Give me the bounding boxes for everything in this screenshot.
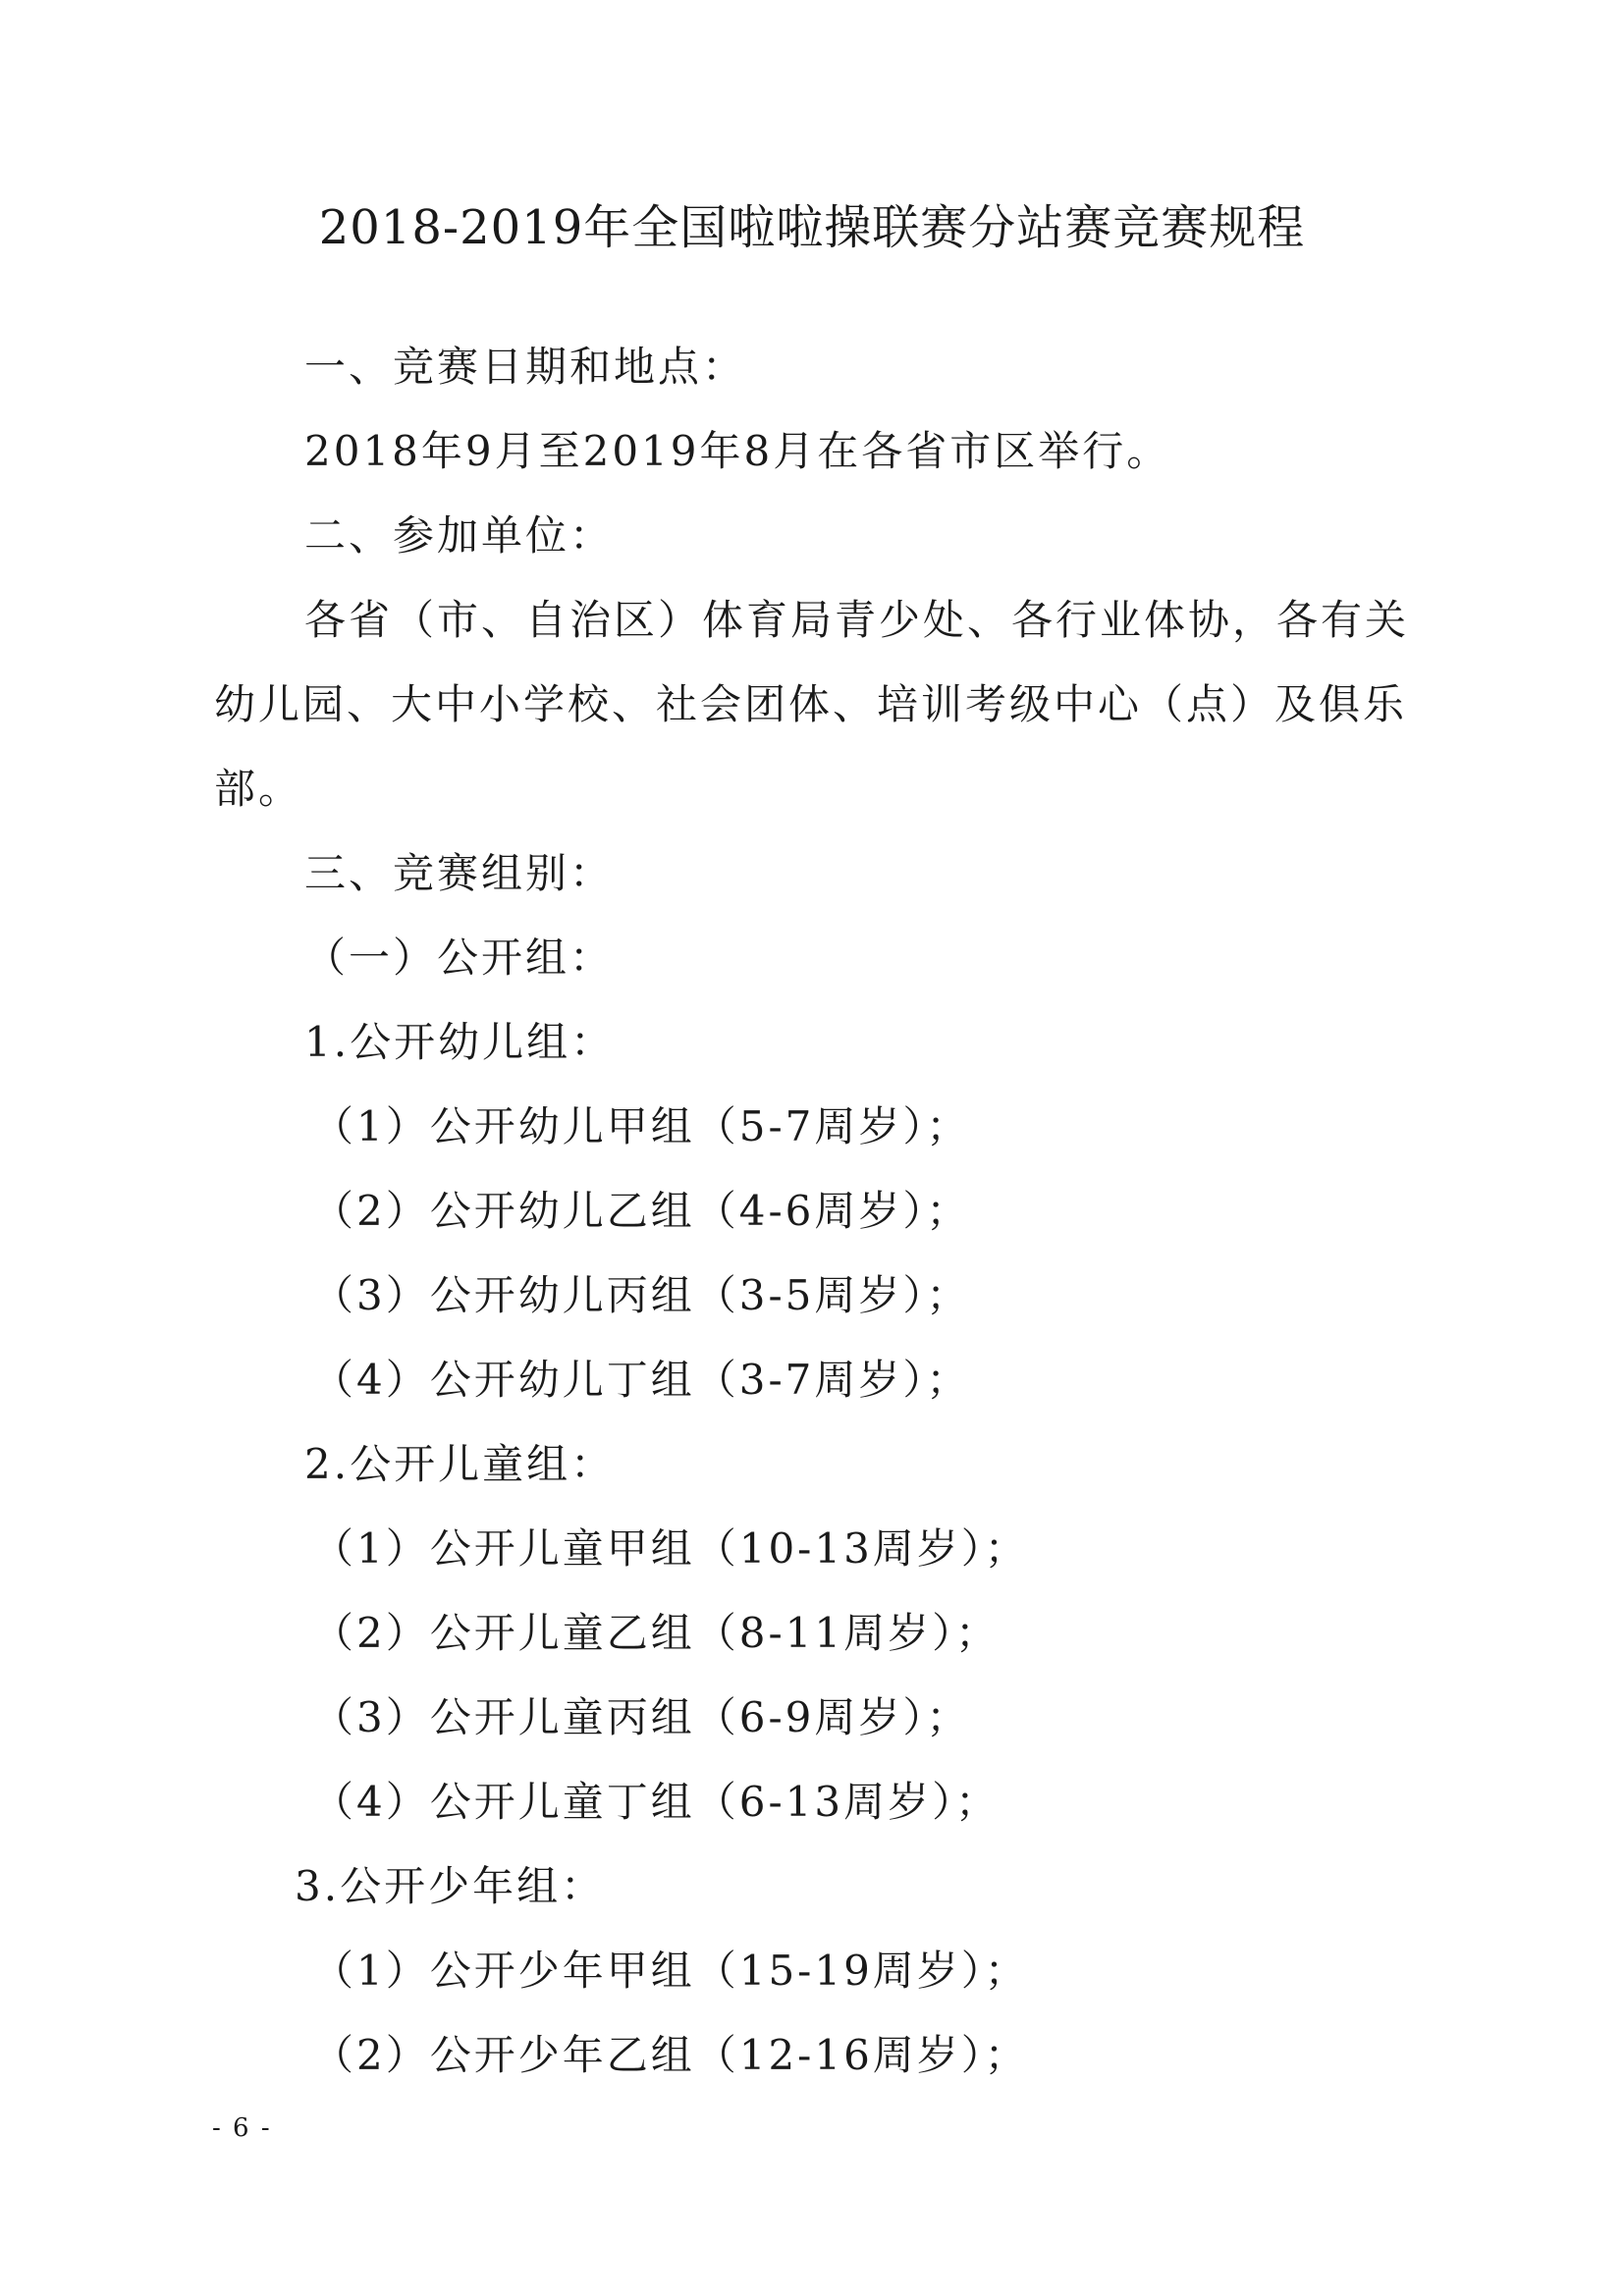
paragraph-participants-line-2: 幼儿园、大中小学校、社会团体、培训考级中心（点）及俱乐 <box>214 680 1408 728</box>
section-heading-participants: 二、参加单位： <box>304 511 615 560</box>
list-item: （1）公开少年甲组（15-19周岁）； <box>312 1947 1029 1995</box>
list-item: （3）公开儿童丙组（6-9周岁）； <box>312 1693 971 1741</box>
paragraph-date-venue: 2018年9月至2019年8月在各省市区举行。 <box>304 427 1171 475</box>
document-title: 2018-2019年全国啦啦操联赛分站赛竞赛规程 <box>318 200 1306 255</box>
section-heading-date-venue: 一、竞赛日期和地点： <box>304 343 747 391</box>
subheading-open-preschool: 1.公开幼儿组： <box>304 1018 616 1066</box>
list-item: （2）公开儿童乙组（8-11周岁）； <box>312 1609 1001 1657</box>
page-number: - 6 - <box>212 2113 272 2143</box>
list-item: （4）公开幼儿丁组（3-7周岁）； <box>312 1356 971 1404</box>
list-item: （1）公开幼儿甲组（5-7周岁）； <box>312 1102 971 1150</box>
list-item: （2）公开少年乙组（12-16周岁）； <box>312 2031 1029 2079</box>
list-item: （4）公开儿童丁组（6-13周岁）； <box>312 1778 1001 1826</box>
section-heading-groups: 三、竞赛组别： <box>304 849 615 897</box>
list-item: （2）公开幼儿乙组（4-6周岁）； <box>312 1187 971 1235</box>
subheading-open-juvenile: 3.公开少年组： <box>295 1862 606 1910</box>
paragraph-participants-line-3: 部。 <box>214 765 303 813</box>
list-item: （1）公开儿童甲组（10-13周岁）； <box>312 1524 1029 1573</box>
subheading-open-children: 2.公开儿童组： <box>304 1440 616 1488</box>
paragraph-participants-line-1: 各省（市、自治区）体育局青少处、各行业体协，各有关 <box>304 596 1410 644</box>
list-item: （3）公开幼儿丙组（3-5周岁）； <box>312 1271 971 1319</box>
subheading-open-group: （一）公开组： <box>304 934 615 982</box>
